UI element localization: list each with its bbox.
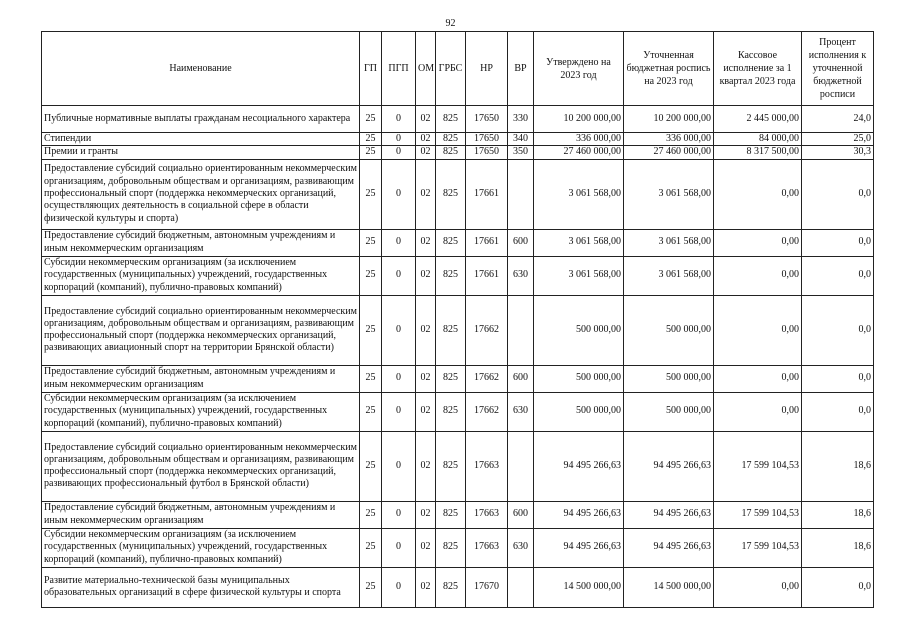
cell-ppgp: 0 xyxy=(382,528,416,567)
cell-name: Субсидии некоммерческим организациям (за исключением государственных (муниципальных) учреждений, государственных корпораций (компаний), публично-правовых компаний) xyxy=(42,528,360,567)
cell-percent: 0,0 xyxy=(802,159,874,229)
cell-ppgp: 0 xyxy=(382,392,416,431)
cell-refined: 94 495 266,63 xyxy=(624,431,714,501)
cell-refined: 3 061 568,00 xyxy=(624,229,714,256)
cell-gp: 25 xyxy=(360,229,382,256)
cell-name: Предоставление субсидий бюджетным, автономным учреждениям и иным некоммерческим организациям xyxy=(42,365,360,392)
table-row xyxy=(42,106,874,133)
cell-percent: 0,0 xyxy=(802,295,874,365)
cell-percent: 25,0 xyxy=(802,133,874,146)
cell-percent: 18,6 xyxy=(802,528,874,567)
cell-grbs: 825 xyxy=(436,146,466,159)
cell-gp: 25 xyxy=(360,392,382,431)
table-row xyxy=(42,528,874,567)
cell-om: 02 xyxy=(416,106,436,133)
cell-ppgp: 0 xyxy=(382,256,416,295)
cell-ppgp: 0 xyxy=(382,501,416,528)
cell-approved: 500 000,00 xyxy=(534,295,624,365)
cell-om: 02 xyxy=(416,501,436,528)
header-om: ОМ xyxy=(416,32,436,106)
page-number: 92 xyxy=(445,18,456,29)
cell-vr: 630 xyxy=(508,528,534,567)
cell-cash: 17 599 104,53 xyxy=(714,501,802,528)
cell-refined: 27 460 000,00 xyxy=(624,146,714,159)
cell-gp: 25 xyxy=(360,295,382,365)
cell-om: 02 xyxy=(416,146,436,159)
cell-grbs: 825 xyxy=(436,229,466,256)
cell-gp: 25 xyxy=(360,365,382,392)
cell-cash: 0,00 xyxy=(714,295,802,365)
cell-name: Стипендии xyxy=(42,133,360,146)
cell-vr xyxy=(508,431,534,501)
cell-np: 17663 xyxy=(466,528,508,567)
cell-gp: 25 xyxy=(360,567,382,607)
cell-cash: 0,00 xyxy=(714,229,802,256)
cell-approved: 14 500 000,00 xyxy=(534,567,624,607)
cell-om: 02 xyxy=(416,256,436,295)
cell-name: Субсидии некоммерческим организациям (за исключением государственных (муниципальных) учреждений, государственных корпораций (компаний), публично-правовых компаний) xyxy=(42,256,360,295)
header-vr: ВР xyxy=(508,32,534,106)
cell-approved: 94 495 266,63 xyxy=(534,528,624,567)
cell-approved: 500 000,00 xyxy=(534,365,624,392)
cell-np: 17662 xyxy=(466,365,508,392)
table-row xyxy=(42,392,874,431)
cell-name: Предоставление субсидий социально ориентированным некоммерческим организациям, добровольным обществам и организациям, развивающим профессиональный спорт (поддержка некоммерческих организаций, развивающих профессиональный футбол в Брянской области) xyxy=(42,431,360,501)
cell-name: Публичные нормативные выплаты гражданам несоциального характера xyxy=(42,106,360,133)
cell-approved: 3 061 568,00 xyxy=(534,256,624,295)
cell-ppgp: 0 xyxy=(382,106,416,133)
cell-np: 17662 xyxy=(466,295,508,365)
cell-approved: 10 200 000,00 xyxy=(534,106,624,133)
cell-grbs: 825 xyxy=(436,133,466,146)
cell-approved: 336 000,00 xyxy=(534,133,624,146)
table-row xyxy=(42,295,874,365)
table-header-row xyxy=(42,32,874,106)
cell-grbs: 825 xyxy=(436,567,466,607)
cell-gp: 25 xyxy=(360,146,382,159)
cell-cash: 17 599 104,53 xyxy=(714,431,802,501)
cell-om: 02 xyxy=(416,392,436,431)
cell-name: Предоставление субсидий социально ориентированным некоммерческим организациям, добровольным обществам и организациям, развивающим профессиональный спорт (поддержка некоммерческих организаций, развивающих авиационный спорт на территории Брянской области) xyxy=(42,295,360,365)
cell-gp: 25 xyxy=(360,106,382,133)
table-row xyxy=(42,229,874,256)
header-grbs: ГРБС xyxy=(436,32,466,106)
header-percent: Процент исполнения к уточненной бюджетной росписи xyxy=(802,32,874,106)
cell-name: Предоставление субсидий социально ориентированным некоммерческим организациям, добровольным обществам и организациям, развивающим профессиональный спорт (поддержка некоммерческих организаций, осуществляющих деятельность в социальной сфере в области физической культуры и спорта) xyxy=(42,159,360,229)
cell-refined: 94 495 266,63 xyxy=(624,501,714,528)
cell-refined: 94 495 266,63 xyxy=(624,528,714,567)
cell-gp: 25 xyxy=(360,159,382,229)
table-row xyxy=(42,501,874,528)
cell-grbs: 825 xyxy=(436,365,466,392)
cell-percent: 0,0 xyxy=(802,365,874,392)
table-body xyxy=(42,106,874,608)
cell-cash: 17 599 104,53 xyxy=(714,528,802,567)
cell-grbs: 825 xyxy=(436,106,466,133)
header-refined: Уточненная бюджетная роспись на 2023 год xyxy=(624,32,714,106)
cell-approved: 27 460 000,00 xyxy=(534,146,624,159)
cell-np: 17661 xyxy=(466,159,508,229)
cell-refined: 500 000,00 xyxy=(624,295,714,365)
cell-refined: 336 000,00 xyxy=(624,133,714,146)
cell-percent: 0,0 xyxy=(802,229,874,256)
header-approved: Утверждено на 2023 год xyxy=(534,32,624,106)
cell-gp: 25 xyxy=(360,528,382,567)
cell-grbs: 825 xyxy=(436,159,466,229)
cell-om: 02 xyxy=(416,528,436,567)
cell-name: Премии и гранты xyxy=(42,146,360,159)
cell-ppgp: 0 xyxy=(382,567,416,607)
cell-percent: 0,0 xyxy=(802,392,874,431)
cell-np: 17662 xyxy=(466,392,508,431)
cell-refined: 10 200 000,00 xyxy=(624,106,714,133)
cell-ppgp: 0 xyxy=(382,295,416,365)
cell-np: 17663 xyxy=(466,501,508,528)
cell-gp: 25 xyxy=(360,133,382,146)
cell-np: 17661 xyxy=(466,256,508,295)
header-cash: Кассовое исполнение за 1 квартал 2023 года xyxy=(714,32,802,106)
cell-refined: 500 000,00 xyxy=(624,365,714,392)
cell-om: 02 xyxy=(416,365,436,392)
cell-vr: 630 xyxy=(508,256,534,295)
cell-name: Предоставление субсидий бюджетным, автономным учреждениям и иным некоммерческим организациям xyxy=(42,501,360,528)
cell-ppgp: 0 xyxy=(382,159,416,229)
cell-om: 02 xyxy=(416,133,436,146)
cell-refined: 3 061 568,00 xyxy=(624,256,714,295)
cell-vr: 600 xyxy=(508,365,534,392)
cell-percent: 18,6 xyxy=(802,501,874,528)
cell-vr: 600 xyxy=(508,229,534,256)
table-row xyxy=(42,365,874,392)
cell-vr: 630 xyxy=(508,392,534,431)
cell-vr xyxy=(508,567,534,607)
header-gp: ГП xyxy=(360,32,382,106)
cell-approved: 3 061 568,00 xyxy=(534,229,624,256)
cell-om: 02 xyxy=(416,229,436,256)
cell-cash: 0,00 xyxy=(714,567,802,607)
cell-om: 02 xyxy=(416,431,436,501)
cell-refined: 3 061 568,00 xyxy=(624,159,714,229)
cell-name: Развитие материально-технической базы муниципальных образовательных организаций в сфере физической культуры и спорта xyxy=(42,567,360,607)
cell-name: Предоставление субсидий бюджетным, автономным учреждениям и иным некоммерческим организациям xyxy=(42,229,360,256)
cell-cash: 8 317 500,00 xyxy=(714,146,802,159)
cell-approved: 94 495 266,63 xyxy=(534,431,624,501)
budget-execution-table xyxy=(41,31,874,608)
header-np: НР xyxy=(466,32,508,106)
table-row xyxy=(42,133,874,146)
cell-grbs: 825 xyxy=(436,256,466,295)
table-row xyxy=(42,146,874,159)
cell-percent: 24,0 xyxy=(802,106,874,133)
cell-grbs: 825 xyxy=(436,295,466,365)
table-row xyxy=(42,159,874,229)
cell-gp: 25 xyxy=(360,256,382,295)
cell-percent: 0,0 xyxy=(802,256,874,295)
cell-refined: 14 500 000,00 xyxy=(624,567,714,607)
table-row xyxy=(42,256,874,295)
cell-np: 17661 xyxy=(466,229,508,256)
cell-vr: 600 xyxy=(508,501,534,528)
cell-cash: 84 000,00 xyxy=(714,133,802,146)
cell-grbs: 825 xyxy=(436,528,466,567)
cell-gp: 25 xyxy=(360,501,382,528)
cell-np: 17670 xyxy=(466,567,508,607)
cell-ppgp: 0 xyxy=(382,229,416,256)
cell-om: 02 xyxy=(416,567,436,607)
cell-percent: 30,3 xyxy=(802,146,874,159)
header-ppgp: ПГП xyxy=(382,32,416,106)
cell-om: 02 xyxy=(416,159,436,229)
cell-np: 17650 xyxy=(466,146,508,159)
cell-cash: 0,00 xyxy=(714,392,802,431)
header-name: Наименование xyxy=(42,32,360,106)
cell-cash: 2 445 000,00 xyxy=(714,106,802,133)
cell-grbs: 825 xyxy=(436,501,466,528)
cell-ppgp: 0 xyxy=(382,133,416,146)
cell-percent: 18,6 xyxy=(802,431,874,501)
cell-name: Субсидии некоммерческим организациям (за исключением государственных (муниципальных) учреждений, государственных корпораций (компаний), публично-правовых компаний) xyxy=(42,392,360,431)
cell-vr xyxy=(508,159,534,229)
cell-gp: 25 xyxy=(360,431,382,501)
cell-ppgp: 0 xyxy=(382,146,416,159)
cell-approved: 94 495 266,63 xyxy=(534,501,624,528)
cell-approved: 500 000,00 xyxy=(534,392,624,431)
cell-percent: 0,0 xyxy=(802,567,874,607)
cell-approved: 3 061 568,00 xyxy=(534,159,624,229)
cell-np: 17650 xyxy=(466,133,508,146)
cell-grbs: 825 xyxy=(436,392,466,431)
cell-cash: 0,00 xyxy=(714,159,802,229)
cell-ppgp: 0 xyxy=(382,365,416,392)
cell-ppgp: 0 xyxy=(382,431,416,501)
cell-np: 17650 xyxy=(466,106,508,133)
cell-cash: 0,00 xyxy=(714,256,802,295)
cell-vr: 340 xyxy=(508,133,534,146)
table-row xyxy=(42,431,874,501)
cell-cash: 0,00 xyxy=(714,365,802,392)
table-row xyxy=(42,567,874,607)
cell-np: 17663 xyxy=(466,431,508,501)
cell-vr: 330 xyxy=(508,106,534,133)
cell-vr xyxy=(508,295,534,365)
cell-vr: 350 xyxy=(508,146,534,159)
cell-om: 02 xyxy=(416,295,436,365)
cell-grbs: 825 xyxy=(436,431,466,501)
cell-refined: 500 000,00 xyxy=(624,392,714,431)
